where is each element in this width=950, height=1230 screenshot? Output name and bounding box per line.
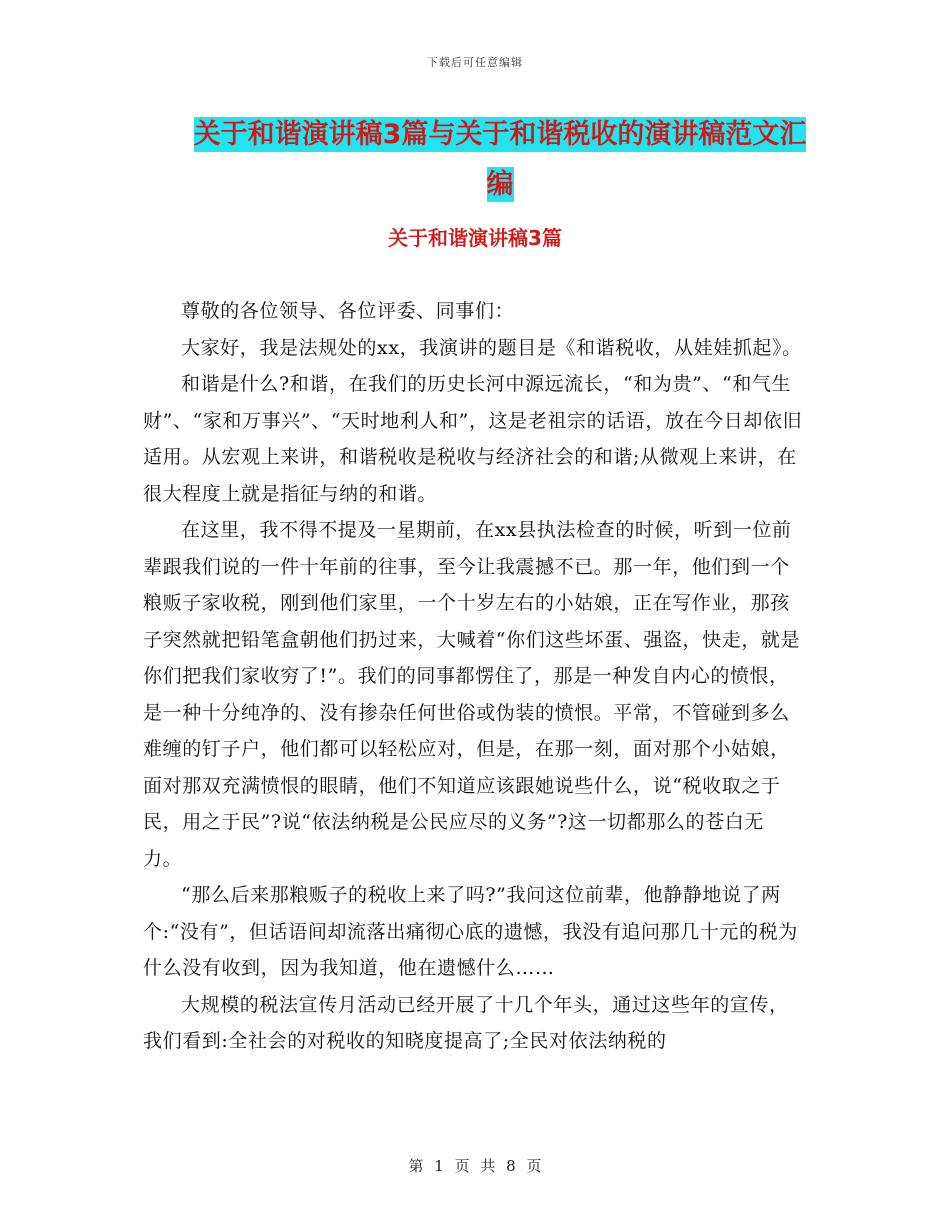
document-title-text: 关于和谐演讲稿3篇与关于和谐税收的演讲稿范文汇编 <box>193 119 807 200</box>
section-title: 关于和谐演讲稿3篇 <box>388 226 562 250</box>
paragraph: 在这里，我不得不提及一星期前，在xx县执法检查的时候，听到一位前辈跟我们说的一件十年前的往事，至今让我震撼不已。那一年，他们到一个粮贩子家收税，刚到他们家里，一个十岁左右的小姑娘，正在写作业，那孩子突然就把铅笔盒朝他们扔过来，大喊着“你们这些坏蛋、强盗，快走，就是你们把我们家收穷了!”。我们的同事都愣住了，那是一种发自内心的愤恨，是一种十分纯净的、没有掺杂任何世俗或伪装的愤恨。平常，不管碰到多么难缠的钉子户，他们都可以轻松应对，但是，在那一刻，面对那个小姑娘，面对那双充满愤恨的眼睛，他们不知道应该跟她说些什么，说“税收取之于民，用之于民”?说“依法纳税是公民应尽的义务”?这一切都那么的苍白无力。 <box>143 519 801 870</box>
paragraph: “那么后来那粮贩子的税收上来了吗?”我问这位前辈，他静静地说了两个:“没有”，但话语间却流落出痛彻心底的遗憾，我没有追问那几十元的税为什么没有收到，因为我知道，他在遗憾什么…… <box>143 884 798 979</box>
document-body <box>143 293 803 1060</box>
paragraph: 大家好，我是法规处的xx，我演讲的题目是《和谐税收，从娃娃抓起》。 <box>181 336 802 359</box>
paragraph: 大规模的税法宣传月活动已经开展了十几个年头，通过这些年的宣传，我们看到:全社会的对税收的知晓度提高了;全民对依法纳税的 <box>143 993 789 1052</box>
document-title <box>190 110 810 210</box>
paragraph-salutation: 尊敬的各位领导、各位评委、同事们： <box>181 300 515 322</box>
paragraph: 和谐是什么?和谐，在我们的历史长河中源远流长，“和为贵”、“和气生财”、“家和万事兴”、“天时地利人和”，这是老祖宗的话语，放在今日却依旧适用。从宏观上来讲，和谐税收是税收与经济社会的和谐;从微观上来讲，在很大程度上就是指征与纳的和谐。 <box>143 373 803 505</box>
page-header-note: 下载后可任意编辑 <box>427 56 523 69</box>
page-number-footer: 第 1 页 共 8 页 <box>408 1157 542 1175</box>
